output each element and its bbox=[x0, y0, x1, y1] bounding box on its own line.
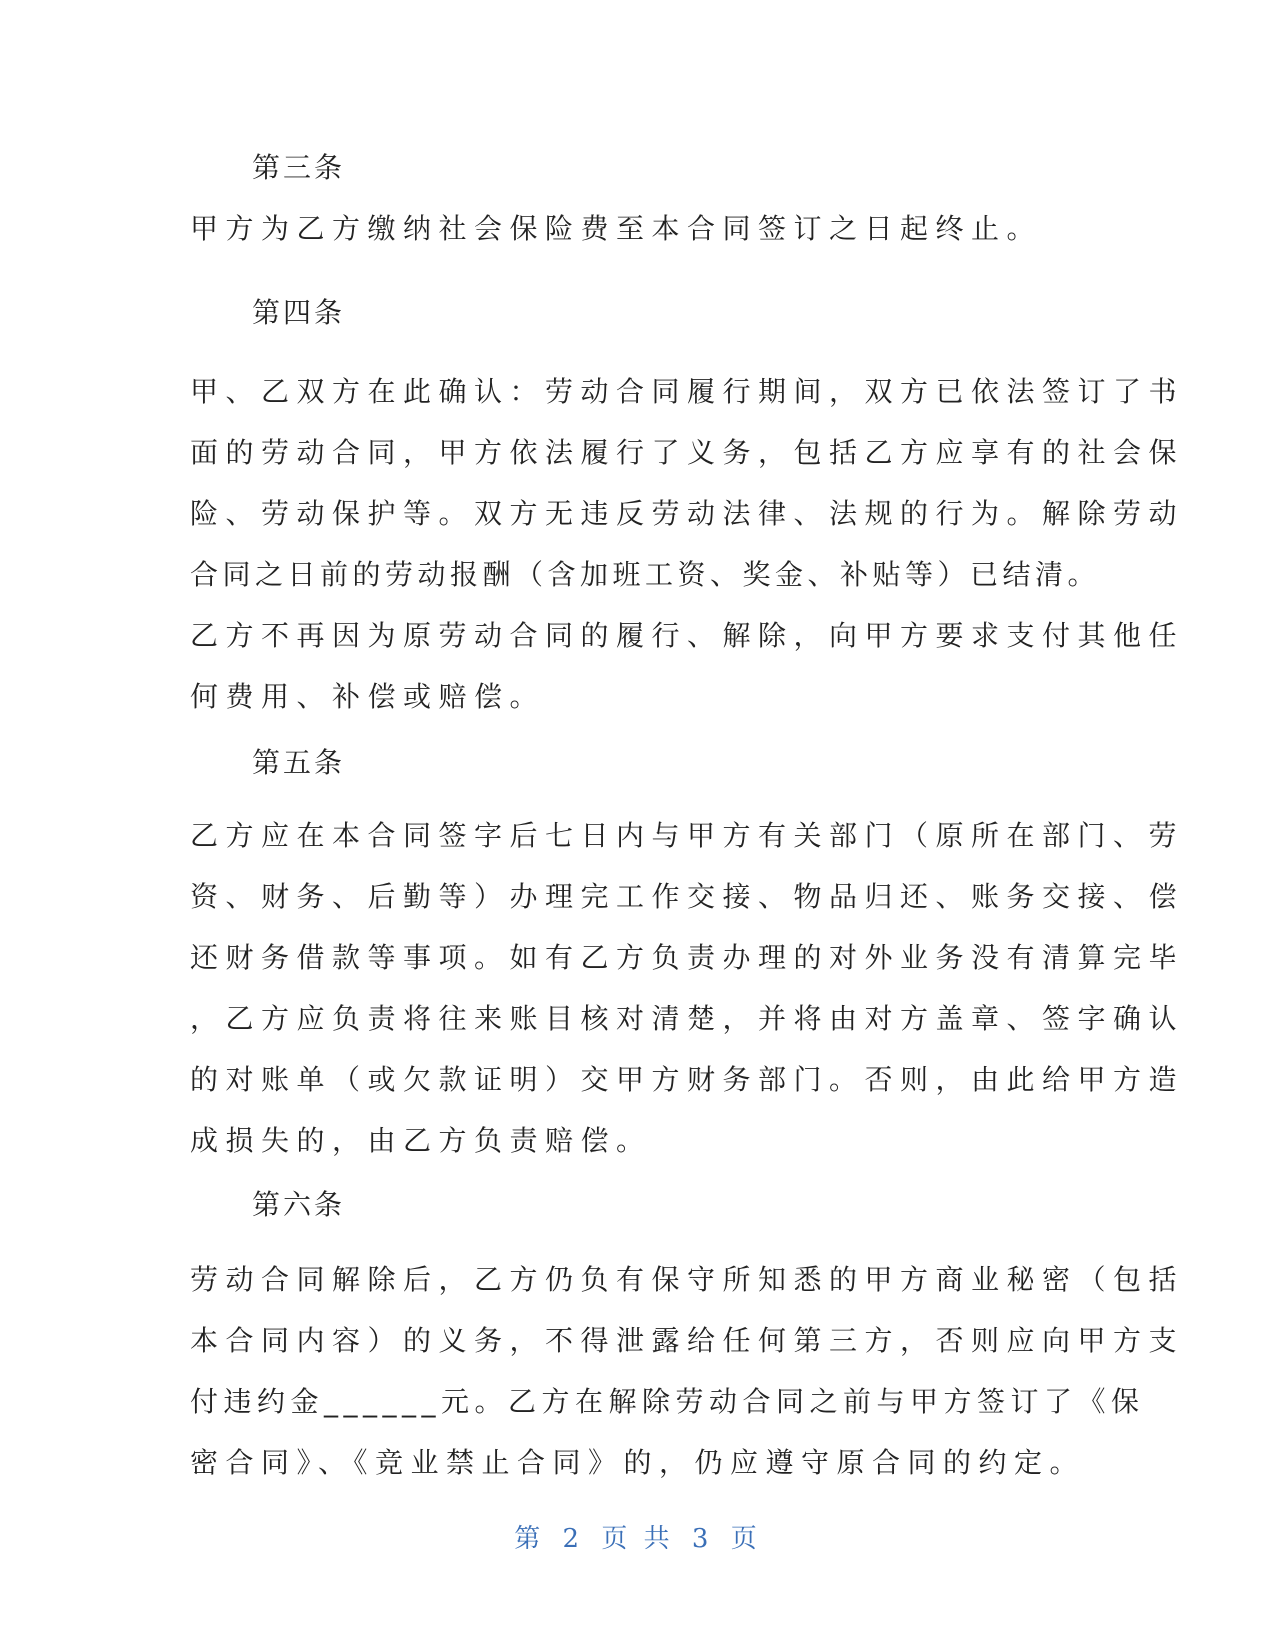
paragraph-line: 还财务借款等事项。如有乙方负责办理的对外业务没有清算完毕 bbox=[190, 941, 1185, 974]
paragraph-line: 密合同》、《竞业禁止合同》的，仍应遵守原合同的约定。 bbox=[190, 1446, 1086, 1479]
paragraph-line: 险、劳动保护等。双方无违反劳动法律、法规的行为。解除劳动 bbox=[190, 497, 1185, 530]
paragraph-line: 合同之日前的劳动报酬（含加班工资、奖金、补贴等）已结清。 bbox=[190, 558, 1101, 591]
footer-prefix: 第 bbox=[514, 1524, 545, 1554]
section-article-6 bbox=[190, 1175, 1185, 1493]
section-paragraph bbox=[190, 805, 1185, 1171]
paragraph-line: 何费用、补偿或赔偿。 bbox=[190, 680, 546, 713]
footer-suffix: 页 bbox=[730, 1524, 761, 1554]
footer-current-page: 2 bbox=[562, 1524, 584, 1554]
footer-middle: 页 共 bbox=[601, 1524, 674, 1554]
section-paragraph bbox=[190, 198, 1062, 259]
page-footer bbox=[0, 1518, 1275, 1555]
paragraph-line: 面的劳动合同，甲方依法履行了义务，包括乙方应享有的社会保 bbox=[190, 436, 1185, 469]
paragraph-line: 成损失的，由乙方负责赔偿。 bbox=[190, 1124, 652, 1157]
section-paragraph bbox=[190, 361, 1185, 727]
paragraph-line: 的对账单（或欠款证明）交甲方财务部门。否则，由此给甲方造 bbox=[190, 1063, 1185, 1096]
paragraph-line: 劳动合同解除后，乙方仍负有保守所知悉的甲方商业秘密（包括 bbox=[190, 1263, 1185, 1296]
section-heading: 第四条 bbox=[252, 296, 346, 329]
paragraph-line: 乙方应在本合同签字后七日内与甲方有关部门（原所在部门、劳 bbox=[190, 819, 1185, 852]
section-article-3 bbox=[190, 138, 1062, 259]
section-heading: 第五条 bbox=[252, 746, 346, 779]
paragraph-line: 资、财务、后勤等）办理完工作交接、物品归还、账务交接、偿 bbox=[190, 880, 1185, 913]
footer-total-pages: 3 bbox=[691, 1524, 713, 1554]
section-heading: 第三条 bbox=[252, 151, 346, 184]
section-article-5 bbox=[190, 733, 1185, 1171]
paragraph-line: ，乙方应负责将往来账目核对清楚，并将由对方盖章、签字确认 bbox=[190, 1002, 1185, 1035]
section-paragraph bbox=[190, 1249, 1185, 1493]
paragraph-line: 本合同内容）的义务，不得泄露给任何第三方，否则应向甲方支 bbox=[190, 1324, 1185, 1357]
paragraph-line: 乙方不再因为原劳动合同的履行、解除，向甲方要求支付其他任 bbox=[190, 619, 1185, 652]
section-heading: 第六条 bbox=[252, 1188, 346, 1221]
paragraph-line: 甲、乙双方在此确认：劳动合同履行期间，双方已依法签订了书 bbox=[190, 375, 1185, 408]
paragraph-line: 付违约金______元。乙方在解除劳动合同之前与甲方签订了《保 bbox=[190, 1385, 1145, 1418]
section-article-4 bbox=[190, 283, 1185, 727]
document-body bbox=[190, 138, 1185, 1493]
paragraph-line: 甲方为乙方缴纳社会保险费至本合同签订之日起终止。 bbox=[190, 212, 1043, 245]
